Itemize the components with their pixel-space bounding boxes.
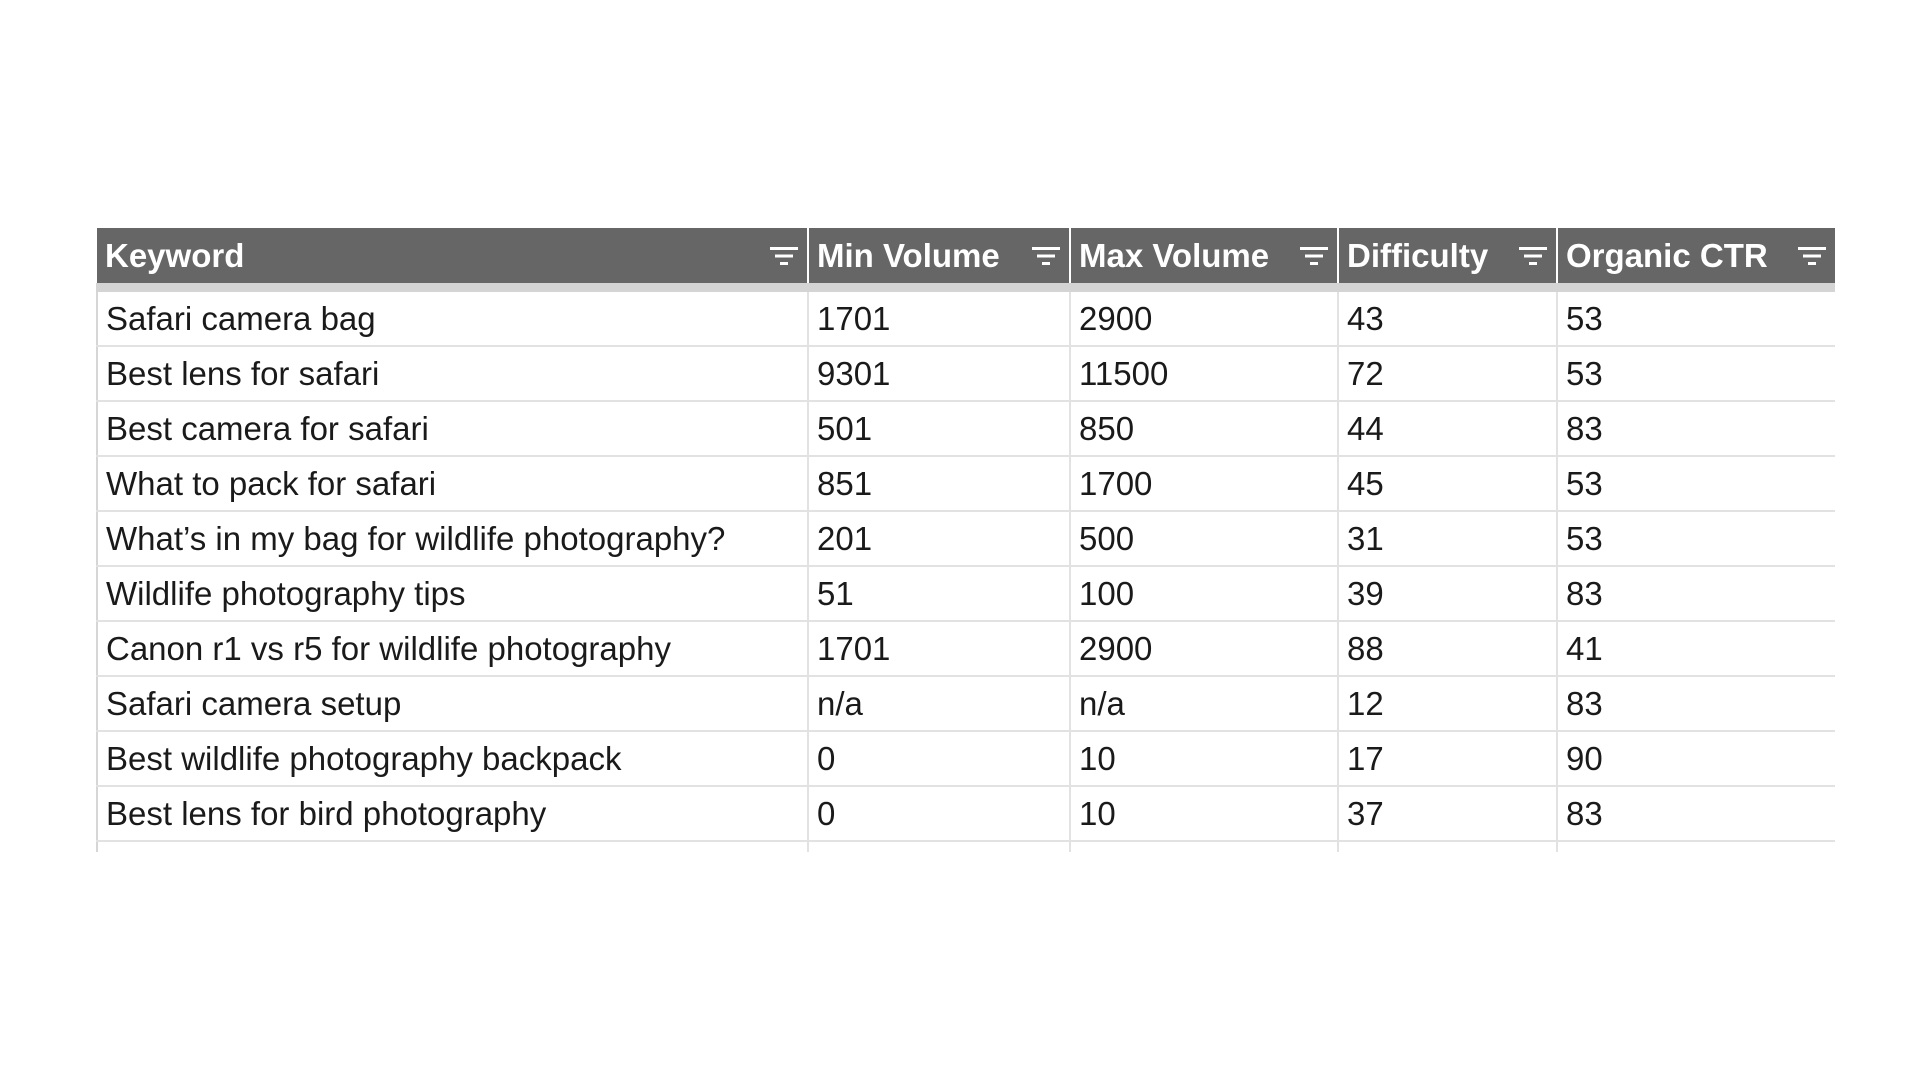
column-header-label: Min Volume	[817, 236, 1000, 274]
empty-cell	[1338, 841, 1557, 852]
table-row	[97, 786, 1835, 841]
column-header-difficulty[interactable]	[1338, 228, 1557, 288]
column-header-max-volume[interactable]	[1070, 228, 1338, 288]
cell-keyword[interactable]: Best lens for bird photography	[97, 786, 808, 841]
cell-max-volume[interactable]: 2900	[1070, 621, 1338, 676]
cell-keyword[interactable]: What to pack for safari	[97, 456, 808, 511]
empty-cell	[1557, 841, 1835, 852]
cell-keyword[interactable]: Wildlife photography tips	[97, 566, 808, 621]
table-row	[97, 288, 1835, 347]
column-header-min-volume[interactable]	[808, 228, 1070, 288]
table-row	[97, 346, 1835, 401]
cell-organic-ctr[interactable]: 90	[1557, 731, 1835, 786]
empty-cell	[97, 841, 808, 852]
cell-organic-ctr[interactable]: 83	[1557, 566, 1835, 621]
cell-organic-ctr[interactable]: 53	[1557, 511, 1835, 566]
cell-max-volume[interactable]: 11500	[1070, 346, 1338, 401]
cell-difficulty[interactable]: 45	[1338, 456, 1557, 511]
cell-keyword[interactable]: Best lens for safari	[97, 346, 808, 401]
cell-difficulty[interactable]: 44	[1338, 401, 1557, 456]
cell-max-volume[interactable]: 10	[1070, 731, 1338, 786]
partial-row	[97, 841, 1835, 852]
cell-organic-ctr[interactable]: 83	[1557, 786, 1835, 841]
keyword-sheet	[96, 228, 1834, 852]
cell-min-volume[interactable]: 0	[808, 731, 1070, 786]
cell-organic-ctr[interactable]: 41	[1557, 621, 1835, 676]
table-row	[97, 676, 1835, 731]
cell-min-volume[interactable]: 201	[808, 511, 1070, 566]
cell-min-volume[interactable]: 1701	[808, 288, 1070, 347]
cell-difficulty[interactable]: 39	[1338, 566, 1557, 621]
column-header-label: Organic CTR	[1566, 236, 1768, 274]
empty-cell	[808, 841, 1070, 852]
column-header-label: Max Volume	[1079, 236, 1270, 274]
table-body	[97, 288, 1835, 853]
filter-icon[interactable]	[1518, 244, 1548, 268]
cell-min-volume[interactable]: 9301	[808, 346, 1070, 401]
cell-organic-ctr[interactable]: 83	[1557, 676, 1835, 731]
cell-difficulty[interactable]: 72	[1338, 346, 1557, 401]
cell-min-volume[interactable]: n/a	[808, 676, 1070, 731]
column-header-keyword[interactable]	[97, 228, 808, 288]
cell-keyword[interactable]: What’s in my bag for wildlife photography?	[97, 511, 808, 566]
cell-keyword[interactable]: Best camera for safari	[97, 401, 808, 456]
table-row	[97, 511, 1835, 566]
cell-difficulty[interactable]: 43	[1338, 288, 1557, 347]
cell-organic-ctr[interactable]: 83	[1557, 401, 1835, 456]
cell-difficulty[interactable]: 17	[1338, 731, 1557, 786]
cell-min-volume[interactable]: 1701	[808, 621, 1070, 676]
column-header-organic-ctr[interactable]	[1557, 228, 1835, 288]
cell-keyword[interactable]: Safari camera setup	[97, 676, 808, 731]
filter-icon[interactable]	[1299, 244, 1329, 268]
cell-min-volume[interactable]: 501	[808, 401, 1070, 456]
cell-max-volume[interactable]: 850	[1070, 401, 1338, 456]
table-header	[97, 228, 1835, 288]
cell-max-volume[interactable]: 1700	[1070, 456, 1338, 511]
cell-difficulty[interactable]: 37	[1338, 786, 1557, 841]
table-row	[97, 621, 1835, 676]
cell-difficulty[interactable]: 88	[1338, 621, 1557, 676]
cell-keyword[interactable]: Safari camera bag	[97, 288, 808, 347]
cell-keyword[interactable]: Canon r1 vs r5 for wildlife photography	[97, 621, 808, 676]
cell-organic-ctr[interactable]: 53	[1557, 346, 1835, 401]
table-row	[97, 566, 1835, 621]
filter-icon[interactable]	[1031, 244, 1061, 268]
cell-organic-ctr[interactable]: 53	[1557, 288, 1835, 347]
column-header-label: Difficulty	[1347, 236, 1489, 274]
table-row	[97, 456, 1835, 511]
cell-min-volume[interactable]: 851	[808, 456, 1070, 511]
cell-max-volume[interactable]: 2900	[1070, 288, 1338, 347]
table-row	[97, 401, 1835, 456]
empty-cell	[1070, 841, 1338, 852]
cell-max-volume[interactable]: 500	[1070, 511, 1338, 566]
cell-min-volume[interactable]: 0	[808, 786, 1070, 841]
cell-max-volume[interactable]: 100	[1070, 566, 1338, 621]
cell-max-volume[interactable]: 10	[1070, 786, 1338, 841]
filter-icon[interactable]	[1797, 244, 1827, 268]
table-row	[97, 731, 1835, 786]
keyword-table	[96, 228, 1835, 852]
cell-min-volume[interactable]: 51	[808, 566, 1070, 621]
filter-icon[interactable]	[769, 244, 799, 268]
cell-organic-ctr[interactable]: 53	[1557, 456, 1835, 511]
column-header-label: Keyword	[105, 236, 245, 274]
cell-difficulty[interactable]: 31	[1338, 511, 1557, 566]
cell-difficulty[interactable]: 12	[1338, 676, 1557, 731]
cell-keyword[interactable]: Best wildlife photography backpack	[97, 731, 808, 786]
cell-max-volume[interactable]: n/a	[1070, 676, 1338, 731]
